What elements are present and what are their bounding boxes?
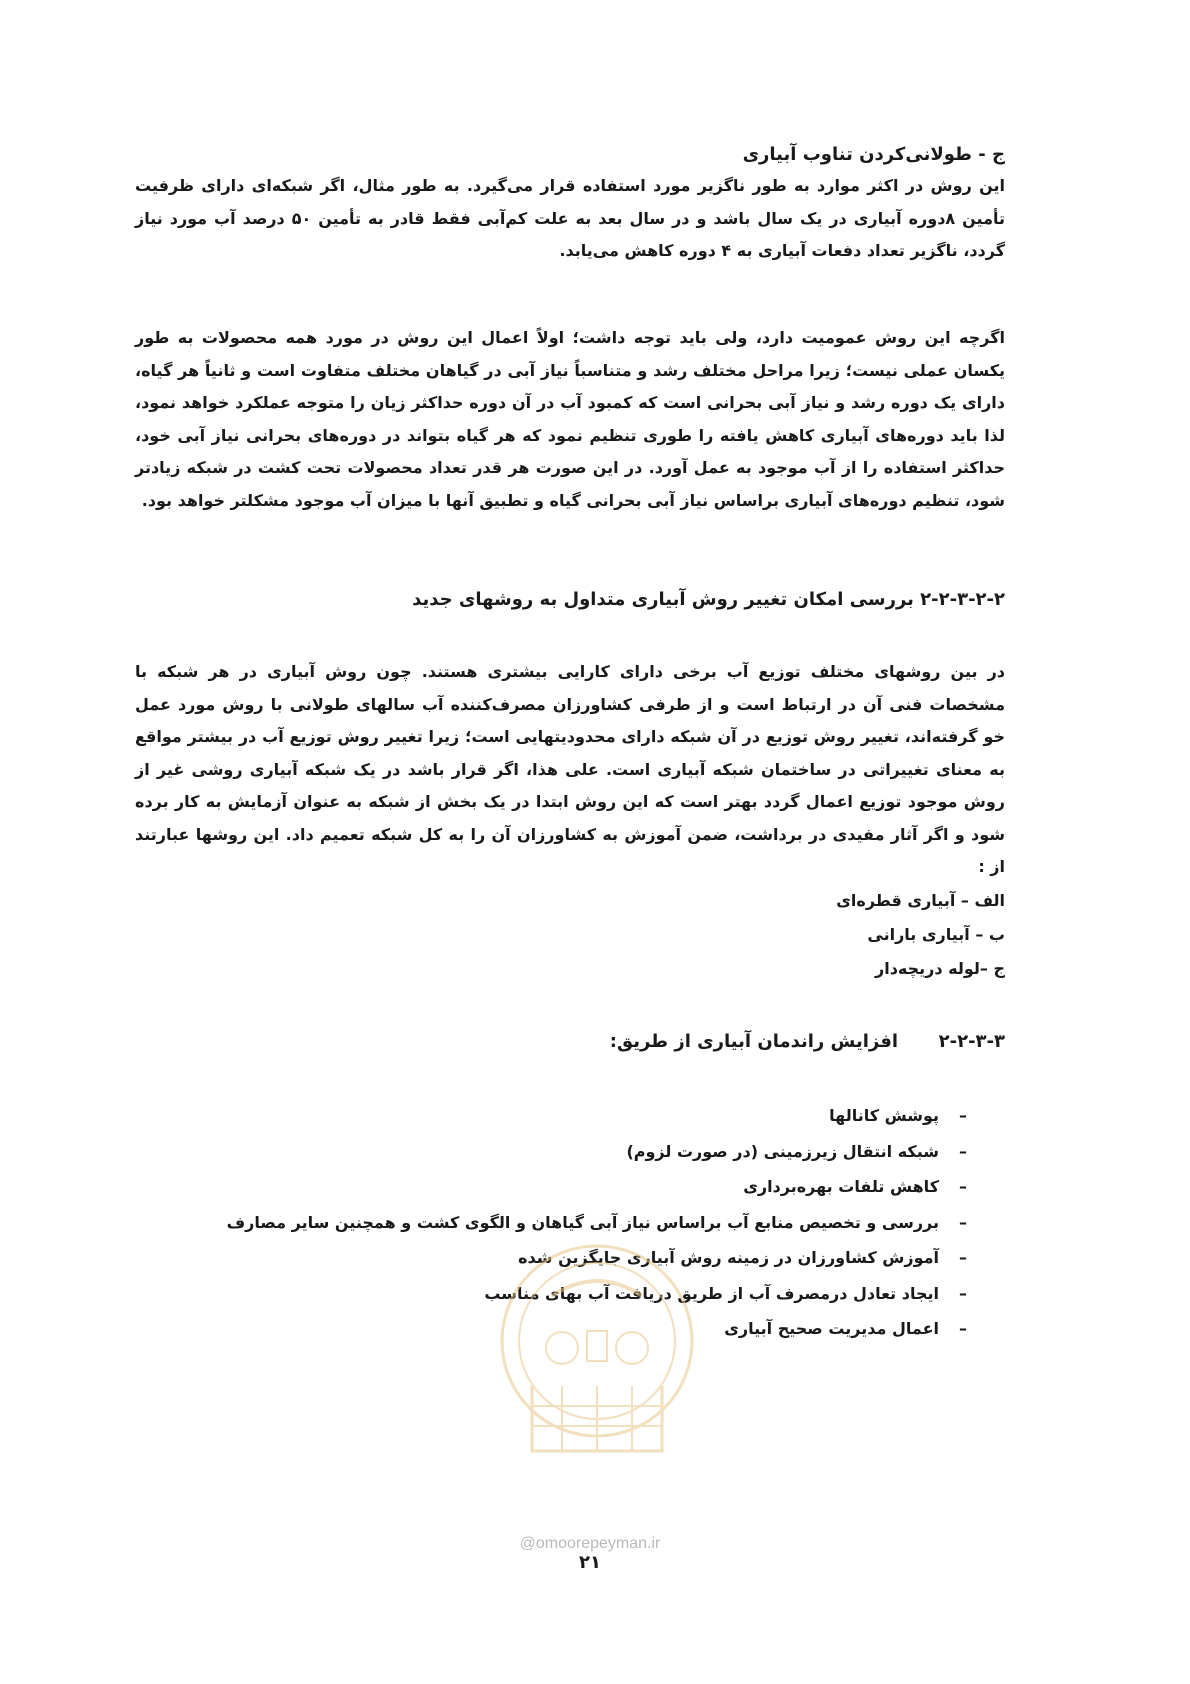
section-c-heading: ج - طولانی‌کردن تناوب آبیاری: [742, 144, 1005, 165]
list-item-text: پوشش کانالها: [829, 1106, 939, 1125]
watermark-url: @omoorepeyman.ir: [519, 1535, 661, 1552]
watermark-seal-icon: [492, 1236, 702, 1486]
section-2232-heading: ۲-۲-۳-۲-۲ بررسی امکان تغییر روش آبیاری متداول به روشهای جدید: [412, 589, 1005, 610]
section-223-title: افزایش راندمان آبیاری از طریق:: [609, 1031, 899, 1052]
dash-bullet: –: [959, 1212, 967, 1232]
dash-bullet: –: [959, 1248, 967, 1267]
dash-bullet: –: [959, 1319, 967, 1338]
list-item-text: اعمال مدیریت صحیح آبیاری: [724, 1319, 939, 1338]
section-2232-paragraph: در بین روشهای مختلف توزیع آب برخی دارای کارایی بیشتری هستند. چون روش آبیاری در هر شبکه با مشخصات فنی آن در ارتباط است و از طرفی کشاورزان مصرف‌کننده آب سالهای طولانی با روش مورد عمل خو گرفته‌اند، تغییر روش توزیع در آن شبکه دارای محدودیتهایی است؛ زیرا تغییر روش توزیع آب در بیشتر مواقع به معنای تغییراتی در ساختمان شبکه آبیاری است. علی هذا، اگر قرار باشد در یک شبکه آبیاری روشی غیر از روش موجود توزیع اعمال گردد بهتر است که این روش ابتدا در یک بخش از شبکه به عنوان آزمایش به کار برده شود و اگر آثار مفیدی در برداشت، ضمن آموزش به کشاورزان آن را به کل شبکه تعمیم داد. این روشها عبارتند از :: [135, 662, 1005, 876]
section-223-number: ۲-۲-۳-۳: [938, 1031, 1005, 1052]
section-c-paragraph-2: اگرچه این روش عمومیت دارد، ولی باید توجه داشت؛ اولاً اعمال این روش در مورد همه محصولات به طور یکسان عملی نیست؛ زیرا مراحل مختلف رشد و متناسباً نیاز آبی در گیاهان مختلف متفاوت است و ثانیاً هر گیاه، دارای یک دوره رشد و نیاز آبی بحرانی است که کمبود آب در آن دوره حداکثر زیان را متوجه عملکرد خواهد نمود، لذا باید دوره‌های آبیاری کاهش یافته را طوری تنظیم نمود که هر گیاه بتواند در دوره‌های بحرانی نیاز آبی خود، حداکثر استفاده را از آب موجود به عمل آورد. در این صورت هر قدر تعداد محصولات تحت کشت در شبکه زیادتر شود، تنظیم دوره‌های آبیاری براساس نیاز آبی بحرانی گیاه و تطبیق آنها با میزان آب موجود مشکلتر خواهد بود.: [135, 328, 1005, 510]
section-223: [135, 1027, 1005, 1057]
page-number: ۲۱: [579, 1552, 601, 1573]
method-item: ب – آبیاری بارانی: [867, 924, 1005, 944]
method-item: الف – آبیاری قطره‌ای: [836, 890, 1005, 910]
section-c: [135, 140, 1005, 268]
section-c-paragraph: این روش در اکثر موارد به طور ناگزیر مورد استفاده قرار می‌گیرد. به طور مثال، اگر شبکه‌ای دارای ظرفیت تأمین ۸دوره آبیاری در یک سال باشد و در سال بعد به علت کم‌آبی فقط قادر به تأمین ۵۰ درصد آب مورد نیاز گردد، ناگزیر تعداد دفعات آبیاری به ۴ دوره کاهش می‌یابد.: [135, 176, 1006, 260]
list-item: [135, 1169, 967, 1205]
section-223-heading: [135, 1027, 1005, 1057]
dash-bullet: –: [959, 1141, 967, 1161]
list-item-text: بررسی و تخصیص منابع آب براساس نیاز آبی گیاهان و الگوی کشت و همچنین سایر مصارف: [226, 1212, 939, 1232]
list-item-text: ایجاد تعادل درمصرف آب از طریق دریافت آب بهای مناسب: [484, 1283, 939, 1303]
list-item-text: آموزش کشاورزان در زمینه روش آبیاری جایگزین شده: [518, 1248, 939, 1267]
dash-bullet: –: [959, 1177, 967, 1196]
method-item: ج –لوله دریچه‌دار: [875, 958, 1005, 978]
list-item: [135, 1098, 967, 1134]
dash-bullet: –: [959, 1106, 967, 1125]
section-c-paragraph-2-block: [135, 322, 1005, 517]
dash-bullet: –: [959, 1283, 967, 1303]
list-item: [135, 1134, 967, 1170]
list-item: [135, 1205, 967, 1241]
list-item-text: کاهش تلفات بهره‌برداری: [743, 1177, 939, 1196]
section-2232: [135, 585, 1005, 615]
list-item-text: شبکه انتقال زیرزمینی (در صورت لزوم): [626, 1141, 939, 1161]
section-2232-body: [135, 656, 1005, 986]
